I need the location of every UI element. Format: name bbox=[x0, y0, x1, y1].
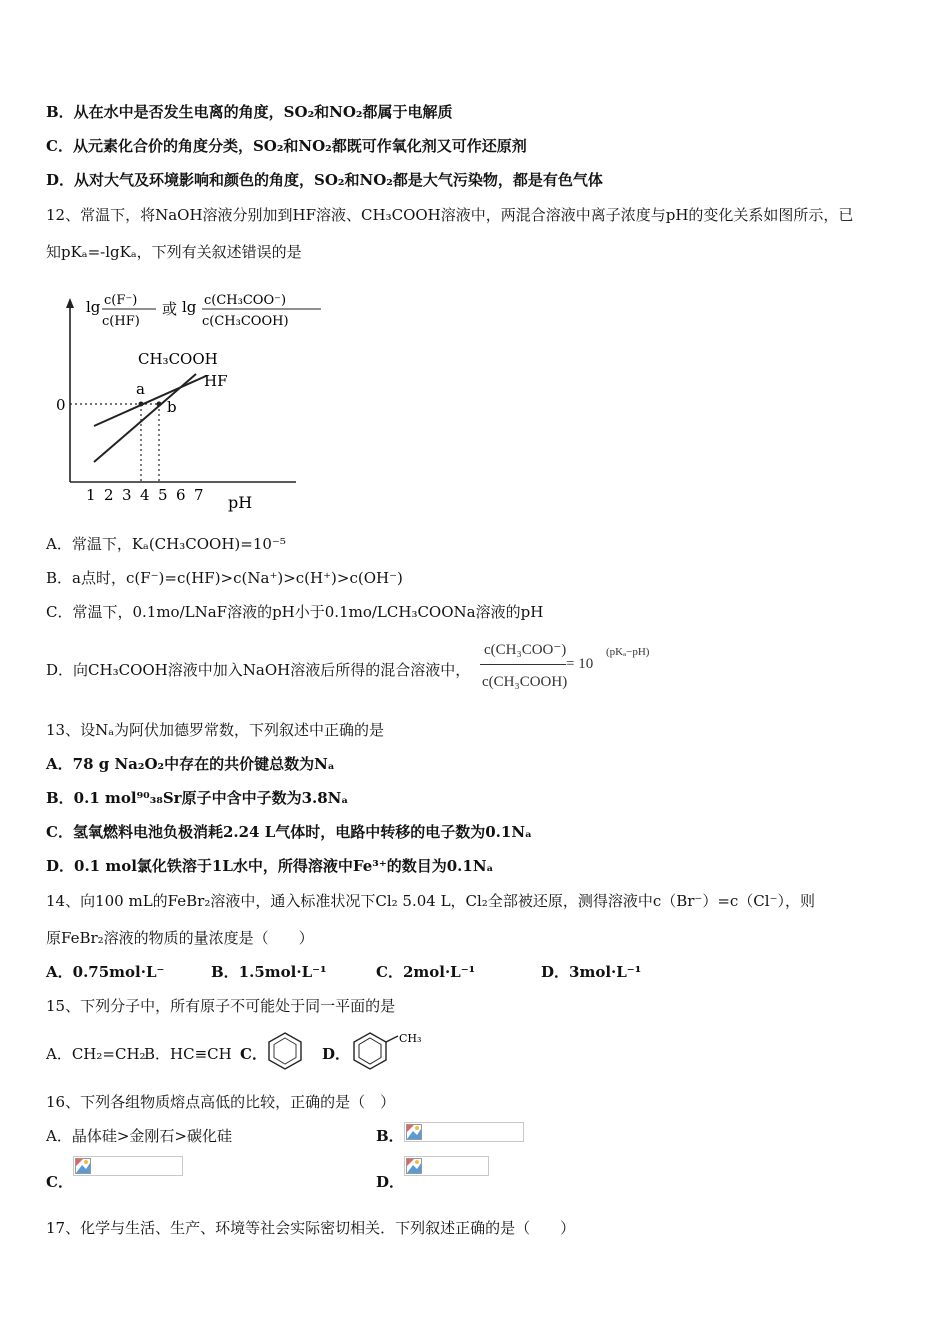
q12-option-c: C．常温下，0.1mo/LNaF溶液的pH小于0.1mo/LCH₃COONa溶液的pH bbox=[46, 603, 544, 621]
toluene-methyl-label: CH₃ bbox=[399, 1032, 422, 1045]
q12-option-a: A．常温下，Kₐ(CH₃COOH)=10⁻⁵ bbox=[46, 535, 286, 553]
graph-line-ch3cooh-label: CH₃COOH bbox=[138, 350, 218, 368]
q14-option-d: D．3mol·L⁻¹ bbox=[541, 963, 642, 981]
formula-rhs: = 10 bbox=[566, 656, 594, 672]
graph-xlabel: pH bbox=[228, 493, 253, 512]
graph-x-tick-3: 3 bbox=[122, 486, 132, 504]
q14-option-b: B．1.5mol·L⁻¹ bbox=[211, 963, 327, 981]
graph-x-tick-2: 2 bbox=[104, 486, 114, 504]
q12-option-d-formula bbox=[480, 640, 650, 696]
broken-image-icon bbox=[406, 1124, 422, 1140]
graph-y-arrow bbox=[66, 298, 74, 308]
graph-point-a bbox=[139, 402, 144, 407]
q14-stem-line2: 原FeBr₂溶液的物质的量浓度是（ ） bbox=[46, 929, 314, 947]
q15-option-a: A．CH₂=CH₂ bbox=[46, 1045, 146, 1063]
q13-stem: 13、设Nₐ为阿伏加德罗常数，下列叙述中正确的是 bbox=[46, 721, 385, 739]
graph-point-b bbox=[157, 402, 162, 407]
formula-fraction-bar bbox=[480, 664, 566, 665]
q14-option-a: A．0.75mol·L⁻ bbox=[46, 963, 165, 981]
broken-image-icon bbox=[406, 1158, 422, 1174]
graph-ylabel-lg2: lg bbox=[182, 298, 197, 316]
q13-option-a: A．78 g Na₂O₂中存在的共价键总数为Nₐ bbox=[46, 755, 335, 773]
graph-zero-label: 0 bbox=[56, 396, 66, 414]
q13-option-c: C．氢氧燃料电池负极消耗2.24 L气体时，电路中转移的电子数为0.1Nₐ bbox=[46, 823, 533, 841]
graph-x-tick-4: 4 bbox=[140, 486, 150, 504]
graph-ylabel-num2: c(CH₃COO⁻) bbox=[204, 293, 287, 308]
graph-ylabel-num1: c(F⁻) bbox=[104, 293, 138, 308]
q15-option-d-label: D． bbox=[322, 1045, 351, 1063]
q12-stem-line1: 12、常温下，将NaOH溶液分别加到HF溶液、CH₃COOH溶液中，两混合溶液中离子浓度与pH的变化关系如图所示，已 bbox=[46, 206, 854, 224]
graph-point-a-label: a bbox=[136, 380, 145, 398]
q11-option-b: B．从在水中是否发生电离的角度，SO₂和NO₂都属于电解质 bbox=[46, 103, 453, 121]
graph-x-tick-7: 7 bbox=[194, 486, 204, 504]
q16-option-c-label: C． bbox=[46, 1173, 73, 1191]
q12-graph bbox=[46, 282, 346, 522]
q14-stem-line1: 14、向100 mL的FeBr₂溶液中，通入标准状况下Cl₂ 5.04 L，Cl₂全部被还原，测得溶液中c（Br⁻）=c（Cl⁻），则 bbox=[46, 892, 815, 910]
q12-stem-line2: 知pKₐ=-lgKₐ，下列有关叙述错误的是 bbox=[46, 243, 302, 261]
q16-option-b-image bbox=[404, 1122, 524, 1142]
q15-option-b: B．HC≡CH bbox=[144, 1045, 232, 1063]
graph-x-tick-1: 1 bbox=[86, 486, 96, 504]
q14-option-c: C．2mol·L⁻¹ bbox=[376, 963, 476, 981]
graph-ylabel-lg1: lg bbox=[86, 298, 101, 316]
q16-option-b-label: B． bbox=[376, 1127, 404, 1145]
graph-line-hf-label: HF bbox=[204, 372, 228, 390]
q15-option-c-label: C． bbox=[240, 1045, 267, 1063]
graph-ylabel-den1: c(HF) bbox=[102, 314, 140, 329]
graph-x-tick-5: 5 bbox=[158, 486, 168, 504]
formula-exponent: (pKₐ−pH) bbox=[606, 646, 650, 658]
graph-ylabel-or: 或 bbox=[162, 300, 178, 318]
q12-option-d: D．向CH₃COOH溶液中加入NaOH溶液后所得的混合溶液中， bbox=[46, 661, 471, 679]
q16-stem: 16、下列各组物质熔点高低的比较，正确的是（ ） bbox=[46, 1093, 396, 1111]
graph-line-hf bbox=[94, 376, 206, 426]
formula-numerator: c(CH₃COO⁻) bbox=[484, 642, 567, 658]
graph-point-b-label: b bbox=[167, 398, 177, 416]
q13-option-d: D．0.1 mol氯化铁溶于1L水中，所得溶液中Fe³⁺的数目为0.1Nₐ bbox=[46, 857, 494, 875]
toluene-icon bbox=[350, 1030, 430, 1072]
broken-image-icon bbox=[75, 1158, 91, 1174]
graph-ylabel-den2: c(CH₃COOH) bbox=[202, 314, 289, 329]
q16-option-d-image bbox=[404, 1156, 489, 1176]
q16-option-d-label: D． bbox=[376, 1173, 405, 1191]
q16-option-c-image bbox=[73, 1156, 183, 1176]
q11-option-c: C．从元素化合价的角度分类，SO₂和NO₂都既可作氧化剂又可作还原剂 bbox=[46, 137, 527, 155]
q11-option-d: D．从对大气及环境影响和颜色的角度，SO₂和NO₂都是大气污染物，都是有色气体 bbox=[46, 171, 603, 189]
formula-denominator: c(CH₃COOH) bbox=[482, 674, 568, 690]
q13-option-b: B．0.1 mol⁹⁰₃₈Sr原子中含中子数为3.8Nₐ bbox=[46, 789, 349, 807]
q15-stem: 15、下列分子中，所有原子不可能处于同一平面的是 bbox=[46, 997, 396, 1015]
q12-option-b: B．a点时，c(F⁻)=c(HF)>c(Na⁺)>c(H⁺)>c(OH⁻) bbox=[46, 569, 403, 587]
q17-stem: 17、化学与生活、生产、环境等社会实际密切相关．下列叙述正确的是（ ） bbox=[46, 1219, 576, 1237]
graph-x-tick-6: 6 bbox=[176, 486, 186, 504]
q16-option-a: A．晶体硅>金刚石>碳化硅 bbox=[46, 1127, 232, 1145]
graph-x-ticks bbox=[86, 486, 204, 504]
benzene-ring-icon bbox=[265, 1030, 305, 1072]
